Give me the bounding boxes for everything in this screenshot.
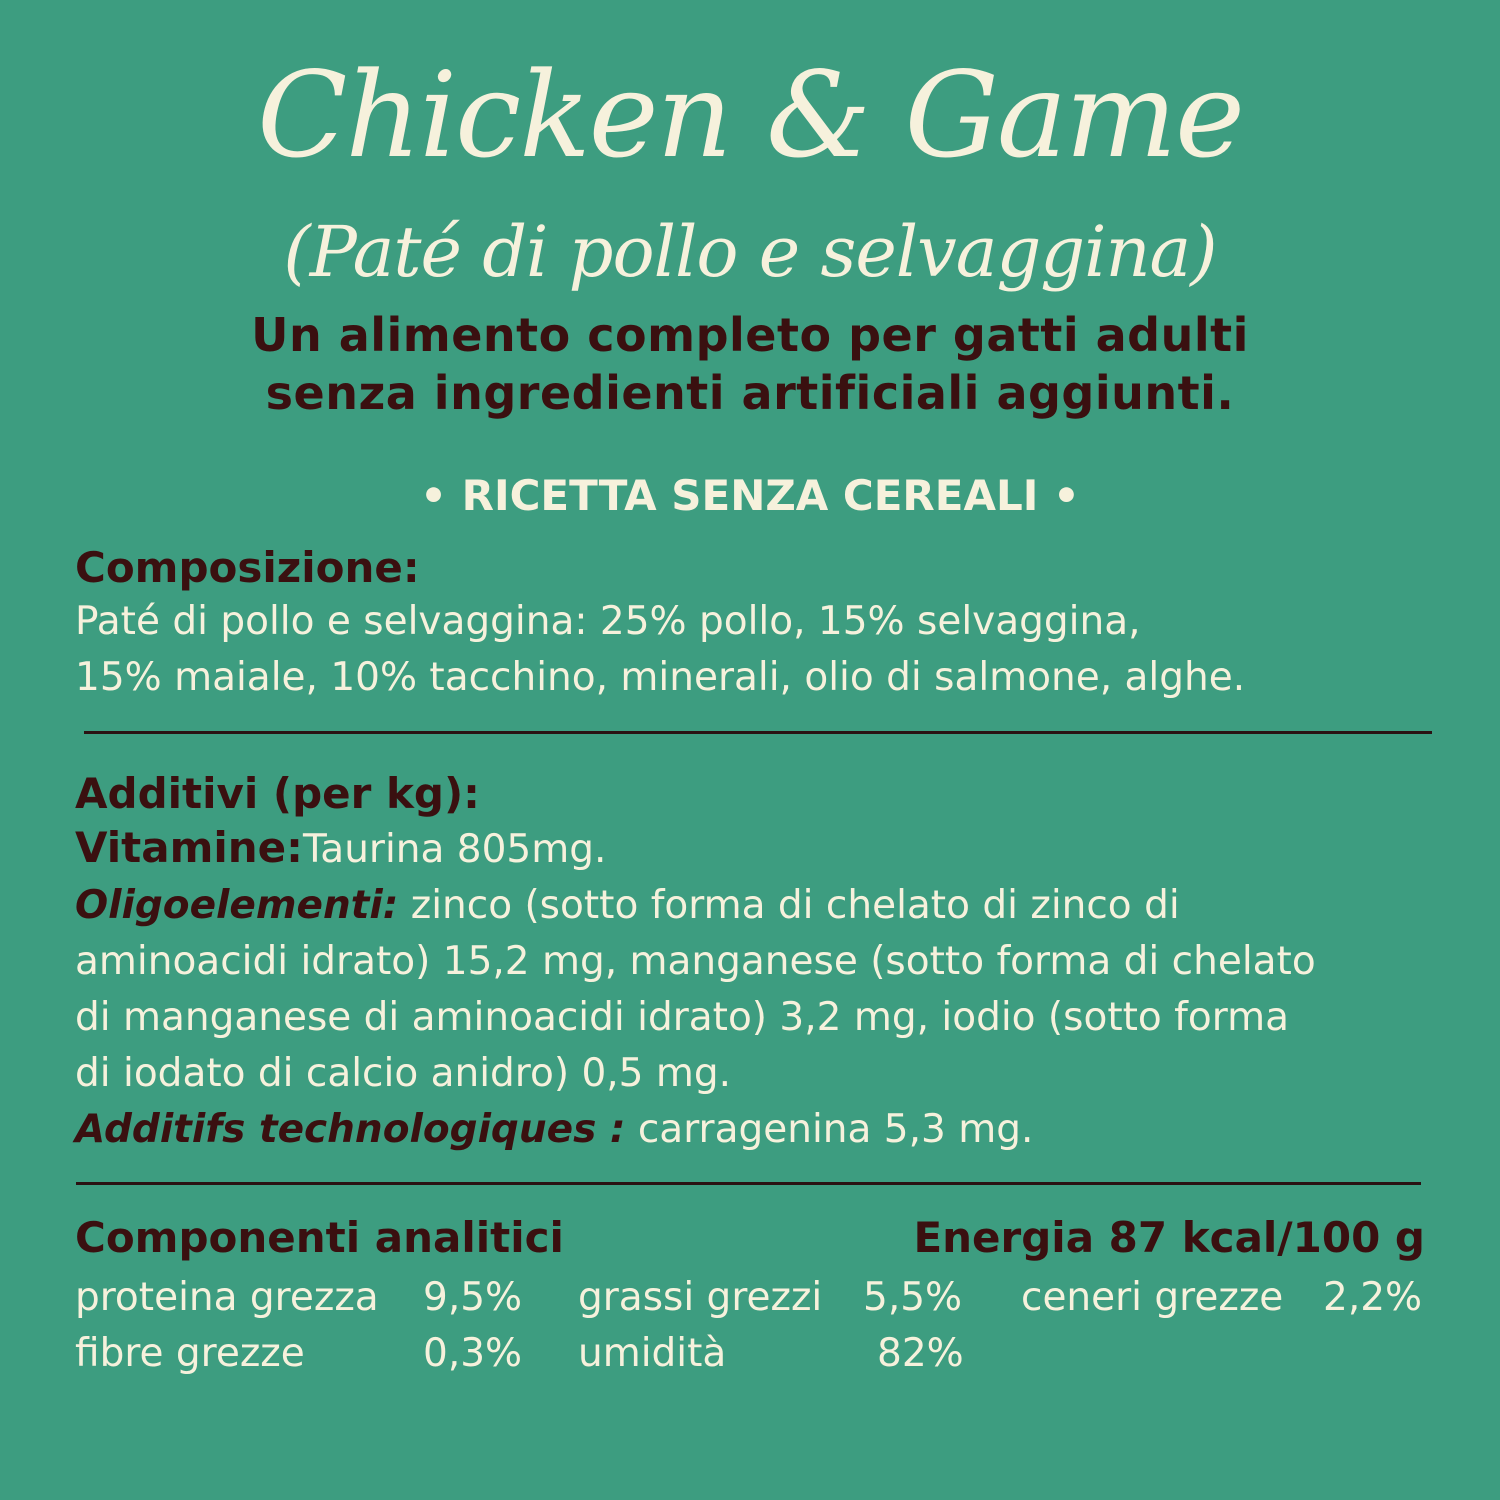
additives-heading: Additivi (per kg): — [75, 769, 480, 818]
analytic-value: 0,3% — [423, 1331, 523, 1376]
recipe-banner: • RICETTA SENZA CEREALI • — [420, 471, 1080, 520]
analytic-label: fibre grezze — [75, 1331, 305, 1376]
analytic-value: 5,5% — [863, 1275, 963, 1320]
tech-label: Additifs technologiques : — [75, 1107, 626, 1152]
vitamins-label: Vitamine: — [75, 823, 303, 872]
composition-line-1: Paté di pollo e selvaggina: 25% pollo, 15% selvaggina, — [75, 599, 1141, 644]
oligo-label: Oligoelementi: — [75, 883, 399, 928]
tagline-line-2: senza ingredienti artificiali aggiunti. — [265, 366, 1235, 420]
vitamins-text: Taurina 805mg. — [302, 827, 607, 872]
analytics-heading: Componenti analitici — [75, 1213, 564, 1262]
analytics-header — [75, 1212, 1425, 1264]
analytic-value: 82% — [877, 1331, 964, 1376]
oligo-text-1: zinco (sotto forma di chelato di zinco di — [398, 883, 1180, 928]
divider-1 — [84, 731, 1432, 734]
tech-line — [75, 1102, 1435, 1158]
tagline-line-1: Un alimento completo per gatti adulti — [251, 308, 1249, 362]
oligo-line-3: di manganese di aminoacidi idrato) 3,2 mg, iodio (sotto forma — [75, 995, 1289, 1040]
additives-section — [75, 768, 1435, 1158]
analytic-label: proteina grezza — [75, 1275, 379, 1320]
product-subtitle: (Paté di pollo e selvaggina) — [283, 211, 1217, 293]
energy-value: Energia 87 kcal/100 g — [913, 1213, 1425, 1262]
analytic-label: ceneri grezze — [1021, 1275, 1284, 1320]
analytic-value: 9,5% — [423, 1275, 523, 1320]
oligo-line-2: aminoacidi idrato) 15,2 mg, manganese (sotto forma di chelato — [75, 939, 1316, 984]
oligo-line-1 — [75, 878, 1435, 934]
analytic-label: grassi grezzi — [578, 1275, 823, 1320]
divider-2 — [76, 1182, 1421, 1185]
composition-section — [75, 542, 1435, 706]
composition-line-2: 15% maiale, 10% tacchino, minerali, olio di salmone, alghe. — [75, 655, 1246, 700]
product-title: Chicken & Game — [257, 46, 1243, 184]
vitamins-line — [75, 820, 1435, 878]
analytic-label: umidità — [578, 1331, 727, 1376]
tech-text: carragenina 5,3 mg. — [625, 1107, 1034, 1152]
oligo-line-4: di iodato di calcio anidro) 0,5 mg. — [75, 1051, 732, 1096]
analytic-value: 2,2% — [1323, 1275, 1423, 1320]
tagline — [0, 306, 1500, 422]
composition-heading: Composizione: — [75, 543, 420, 592]
